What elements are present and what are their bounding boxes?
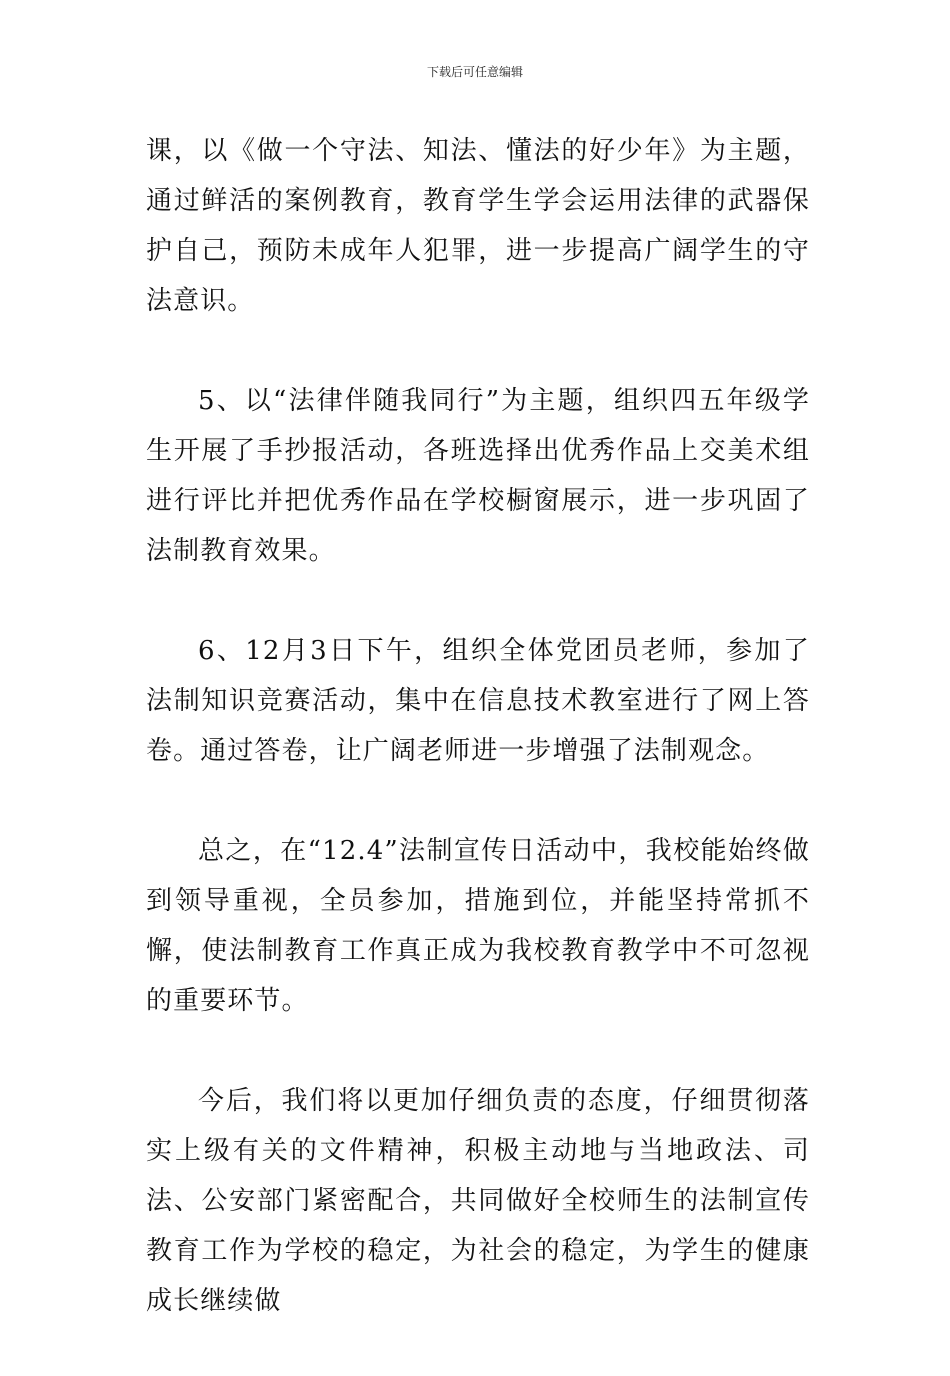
paragraph-summary: 总之，在“12.4”法制宣传日活动中，我校能始终做到领导重视，全员参加，措施到位，并能坚持常抓不懈，使法制教育工作真正成为我校教育教学中不可忽视的重要环节。 [146, 836, 810, 1016]
paragraph-item-5: 5、以“法律伴随我同行”为主题，组织四五年级学生开展了手抄报活动，各班选择出优秀作品上交美术组进行评比并把优秀作品在学校橱窗展示，进一步巩固了法制教育效果。 [146, 386, 810, 566]
page-header-note: 下载后可任意编辑 [426, 65, 523, 79]
document-body [146, 126, 810, 1376]
paragraph-item-6: 6、12月3日下午，组织全体党团员老师，参加了法制知识竞赛活动，集中在信息技术教室进行了网上答卷。通过答卷，让广阔老师进一步增强了法制观念。 [146, 636, 810, 766]
paragraph-future-plan: 今后，我们将以更加仔细负责的态度，仔细贯彻落实上级有关的文件精神，积极主动地与当地政法、司法、公安部门紧密配合，共同做好全校师生的法制宣传教育工作为学校的稳定，为社会的稳定，为学生的健康成长继续做 [146, 1086, 810, 1316]
paragraph-continuation: 课，以《做一个守法、知法、懂法的好少年》为主题，通过鲜活的案例教育，教育学生学会运用法律的武器保护自己，预防未成年人犯罪，进一步提高广阔学生的守法意识。 [146, 136, 810, 316]
